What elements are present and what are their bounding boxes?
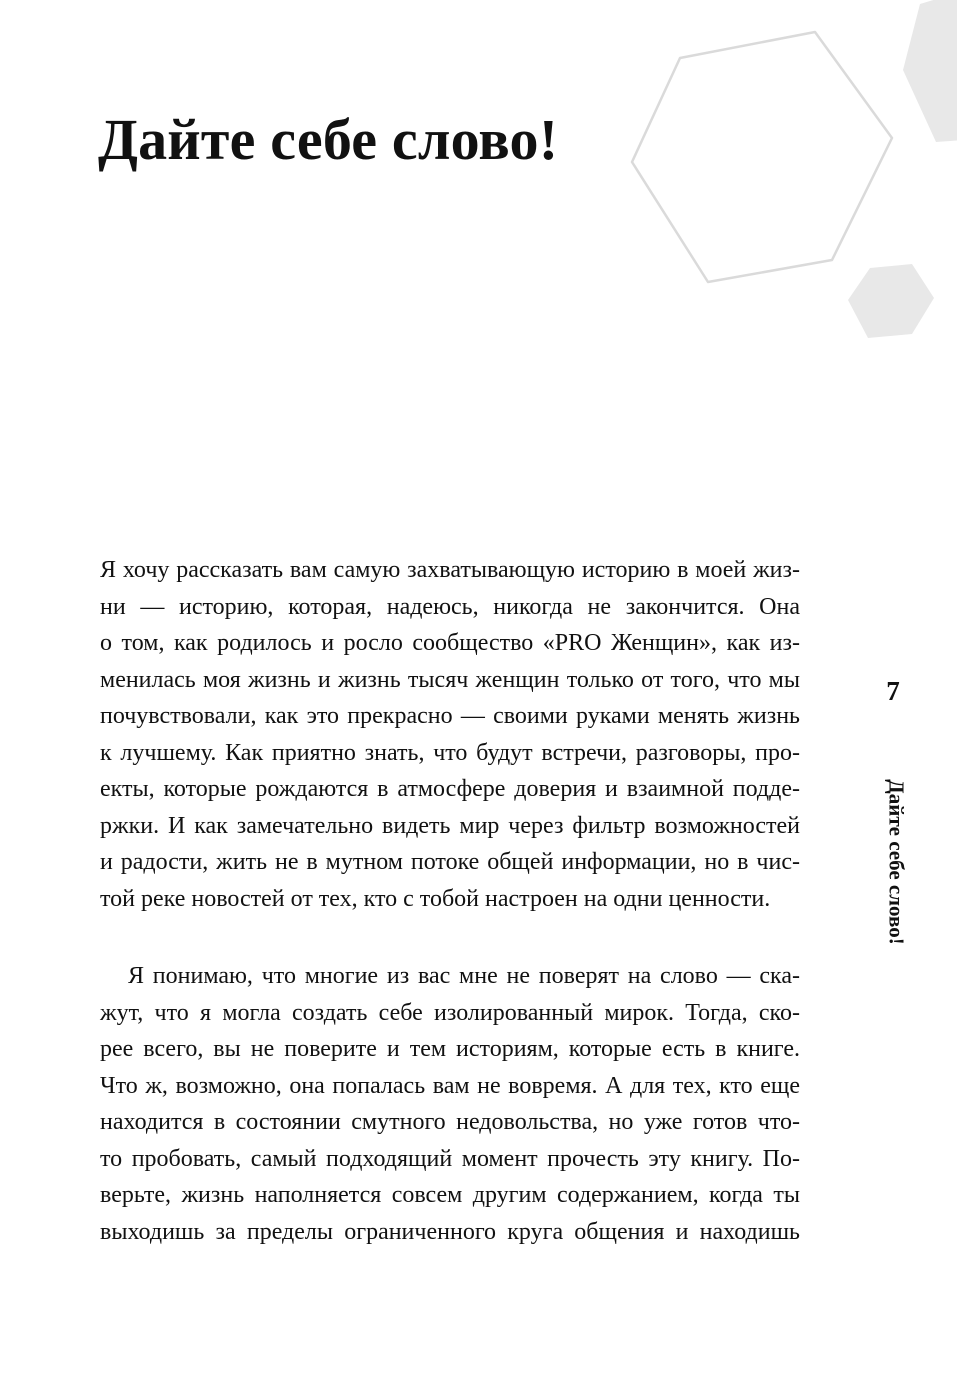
text-line: Что ж, возможно, она попалась вам не вовремя. А для тех, кто еще <box>100 1072 800 1099</box>
text-line: рее всего, вы не поверите и тем историям, которые есть в книге. <box>100 1036 800 1062</box>
text-line: жут, что я могла создать себе изолированный мирок. Тогда, ско- <box>100 999 800 1026</box>
text-line: Я хочу рассказать вам самую захватывающую историю в моей жиз- <box>100 557 800 583</box>
text-line: почувствовали, как это прекрасно — своими руками менять жизнь <box>100 703 800 729</box>
paragraph-2 <box>100 958 800 1250</box>
chapter-title: Дайте себе слово! <box>98 107 559 172</box>
page-number: 7 <box>886 676 900 706</box>
paragraph-1 <box>100 552 800 917</box>
text-line: к лучшему. Как приятно знать, что будут встречи, разговоры, про- <box>100 739 800 766</box>
text-line: верьте, жизнь наполняется совсем другим содержанием, когда ты <box>100 1182 800 1208</box>
text-line: выходишь за пределы ограниченного круга общения и находишь <box>100 1218 800 1245</box>
text-line: той реке новостей от тех, кто с тобой настроен на одни ценности. <box>100 885 771 912</box>
large-hexagon-outline <box>632 32 892 282</box>
text-line: менилась моя жизнь и жизнь тысяч женщин только от того, что мы <box>100 666 800 693</box>
small-hexagon <box>848 264 934 338</box>
running-head: Дайте себе слово! <box>884 779 909 945</box>
top-right-hexagon <box>903 0 957 142</box>
text-line: и радости, жить не в мутном потоке общей информации, но в чис- <box>100 849 800 875</box>
text-line: екты, которые рождаются в атмосфере доверия и взаимной подде- <box>100 776 800 802</box>
text-line: ржки. И как замечательно видеть мир через фильтр возможностей <box>100 812 800 839</box>
text-line: то пробовать, самый подходящий момент прочесть эту книгу. По- <box>100 1145 800 1172</box>
text-line: ни — историю, которая, надеюсь, никогда не закончится. Она <box>100 593 800 620</box>
text-line: Я понимаю, что многие из вас мне не поверят на слово — ска- <box>128 963 800 989</box>
text-line: о том, как родилось и росло сообщество «PRO Женщин», как из- <box>100 630 800 656</box>
text-line: находится в состоянии смутного недовольства, но уже готов что- <box>100 1109 800 1135</box>
